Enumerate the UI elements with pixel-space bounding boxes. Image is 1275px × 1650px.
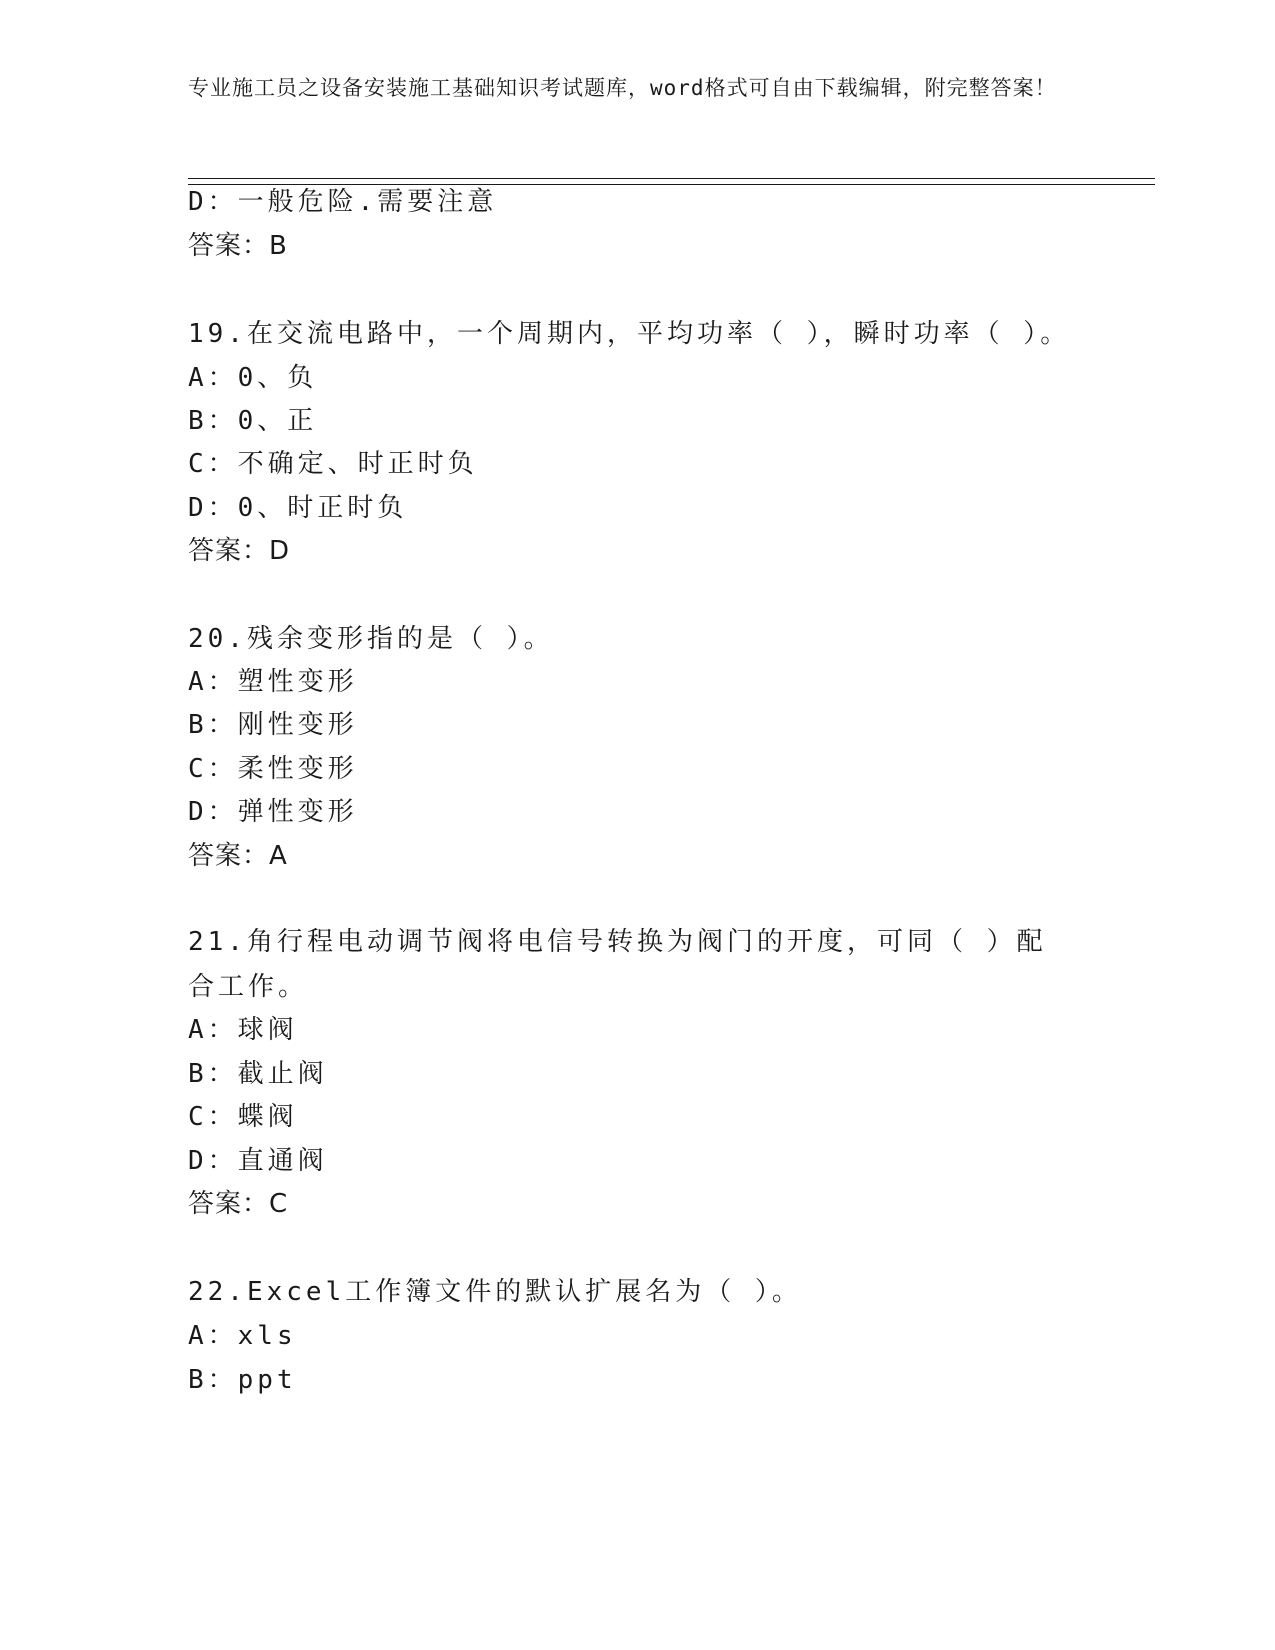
- question-20: 20.残余变形指的是（ ）。: [188, 624, 554, 654]
- question-22: 22.Excel工作簿文件的默认扩展名为（ ）。: [188, 1277, 802, 1307]
- q21-option-c: C：蝶阀: [188, 1102, 298, 1132]
- q21-option-d: D：直通阀: [188, 1146, 328, 1176]
- q19-option-c: C：不确定、时正时负: [188, 449, 478, 479]
- q19-option-a: A：0、负: [188, 363, 318, 393]
- q22-option-a: A：xls: [188, 1321, 297, 1351]
- q19-option-b: B：0、正: [188, 406, 318, 436]
- question-19: 19.在交流电路中，一个周期内，平均功率（ ），瞬时功率（ ）。: [188, 319, 1071, 349]
- option-d: D：一般危险.需要注意: [188, 187, 498, 217]
- q20-option-b: B：刚性变形: [188, 710, 358, 740]
- q19-option-d: D：0、时正时负: [188, 493, 408, 523]
- question-21: 21.角行程电动调节阀将电信号转换为阀门的开度，可同（ ）配合工作。: [188, 927, 1047, 1002]
- q20-option-a: A：塑性变形: [188, 667, 358, 697]
- q22-option-b: B：ppt: [188, 1365, 297, 1395]
- q20-option-c: C：柔性变形: [188, 754, 358, 784]
- q20-option-d: D：弹性变形: [188, 797, 358, 827]
- q20-answer: 答案：A: [188, 841, 288, 871]
- q21-answer: 答案：C: [188, 1189, 289, 1219]
- q21-option-a: A：球阀: [188, 1015, 298, 1045]
- q21-option-b: B：截止阀: [188, 1059, 328, 1089]
- document-header-title: 专业施工员之设备安装施工基础知识考试题库，word格式可自由下载编辑，附完整答案！: [188, 76, 1057, 100]
- answer-text: 答案：B: [188, 231, 288, 261]
- q19-answer: 答案：D: [188, 536, 291, 566]
